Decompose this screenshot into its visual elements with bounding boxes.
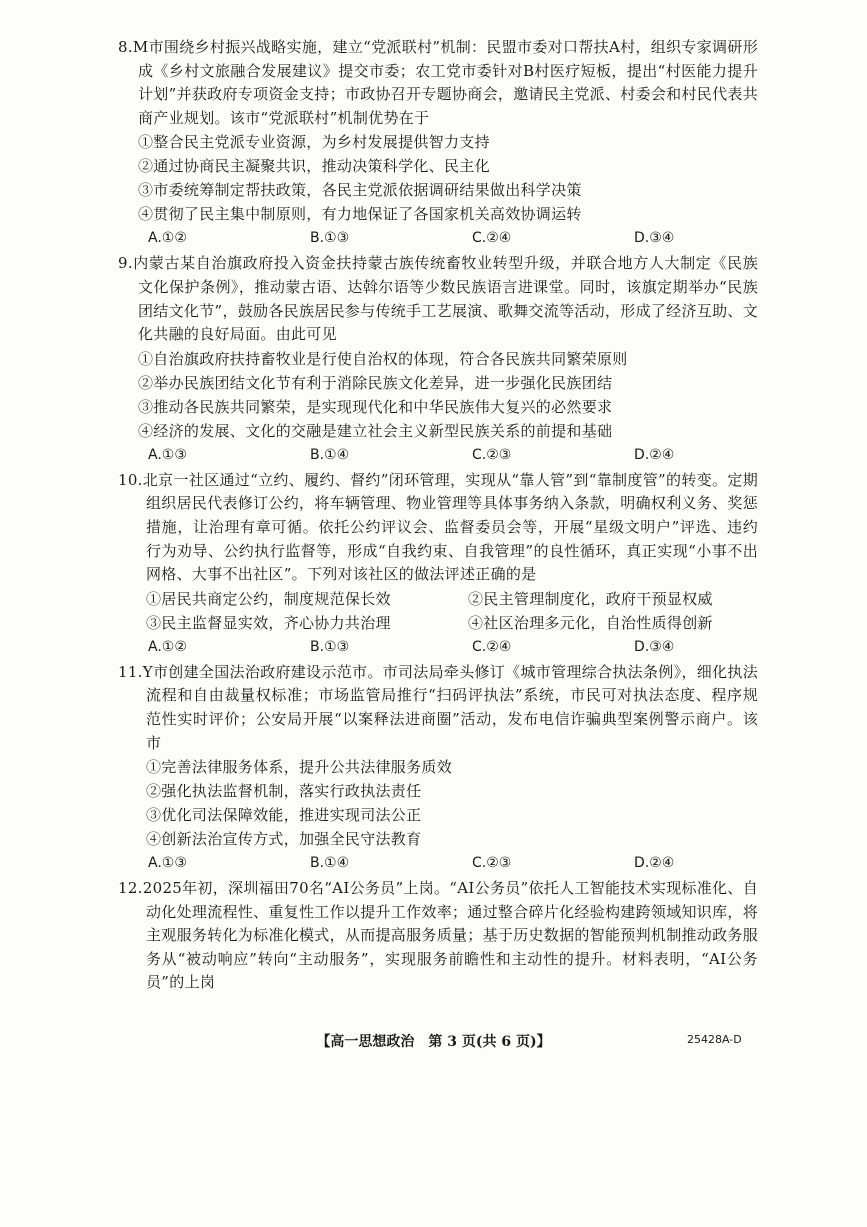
option-a[interactable]: A.①② xyxy=(148,638,187,655)
statement: ④社区治理多元化，自治性质得创新 xyxy=(468,613,713,632)
question-stem: 8.M市围绕乡村振兴战略实施，建立“党派联村”机制：民盟市委对口帮扶A村，组织专家调研形成《乡村文旅融合发展建议》提交市委；农工党市委针对B村医疗短板，提出“村医能力提升计划”并获政府专项资金支持；市政协召开专题协商会，邀请民主党派、村委会和村民代表共商产业规划。该市“党派联村”机制优势在于 xyxy=(118,38,758,127)
option-b[interactable]: B.①④ xyxy=(310,855,350,872)
answer-options xyxy=(118,443,758,467)
question-stem: 10.北京一社区通过“立约、履约、督约”闭环管理，实现从“靠人管”到“靠制度管”的转变。定期组织居民代表修订公约，将车辆管理、物业管理等具体事务纳入条款，明确权利义务、奖惩措施，让治理有章可循。依托公约评议会、监督委员会等，开展“星级文明户”评选、违约行为劝导、公约执行监督等，形成“自我约束、自我管理”的良性循环，真正实现“小事不出网格、大事不出社区”。下列对该社区的做法评述正确的是 xyxy=(118,470,759,584)
statement: ④经济的发展、文化的交融是建立社会主义新型民族关系的前提和基础 xyxy=(138,421,613,440)
statement: ②举办民族团结文化节有利于消除民族文化差异，进一步强化民族团结 xyxy=(138,373,613,392)
question-9 xyxy=(118,252,758,466)
statement: ③民主监督显实效，齐心协力共治理 xyxy=(146,613,391,632)
statement: ③市委统筹制定帮扶政策，各民主党派依据调研结果做出科学决策 xyxy=(138,181,582,200)
option-b[interactable]: B.①③ xyxy=(310,230,350,247)
statement: ①整合民主党派专业资源，为乡村发展提供智力支持 xyxy=(138,133,490,152)
option-a[interactable]: A.①② xyxy=(148,230,187,247)
option-c[interactable]: C.②④ xyxy=(472,230,512,247)
option-d[interactable]: D.②④ xyxy=(634,446,675,463)
answer-options xyxy=(118,635,758,659)
question-10 xyxy=(118,469,758,659)
statement-grid xyxy=(118,587,758,635)
option-a[interactable]: A.①③ xyxy=(148,446,187,463)
statement: ①完善法律服务体系，提升公共法律服务质效 xyxy=(146,758,453,777)
question-11 xyxy=(118,661,758,875)
statement: ④贯彻了民主集中制原则，有力地保证了各国家机关高效协调运转 xyxy=(138,205,582,224)
question-12 xyxy=(118,877,758,995)
statement: ③优化司法保障效能，推进实现司法公正 xyxy=(146,806,422,825)
statement: ②通过协商民主凝聚共识，推动决策科学化、民主化 xyxy=(138,157,490,176)
answer-options xyxy=(118,851,758,875)
question-stem: 9.内蒙古某自治旗政府投入资金扶持蒙古族传统畜牧业转型升级，并联合地方人大制定《民族文化保护条例》，推动蒙古语、达斡尔语等少数民族语言进课堂。同时，该旗定期举办“民族团结文化节”，鼓励各民族居民参与传统手工艺展演、歌舞交流等活动，形成了经济互助、文化共融的良好局面。由此可见 xyxy=(118,254,758,344)
option-c[interactable]: C.②③ xyxy=(472,855,512,872)
option-c[interactable]: C.②④ xyxy=(472,638,512,655)
statement: ②强化执法监督机制，落实行政执法责任 xyxy=(146,782,422,801)
statement: ①自治旗政府扶持畜牧业是行使自治权的体现，符合各民族共同繁荣原则 xyxy=(138,349,628,368)
statement: ①居民共商定公约，制度规范保长效 xyxy=(146,589,391,608)
statement: ③推动各民族共同繁荣，是实现现代化和中华民族伟大复兴的必然要求 xyxy=(138,397,613,416)
statement: ②民主管理制度化，政府干预显权威 xyxy=(468,589,713,608)
option-d[interactable]: D.②④ xyxy=(634,855,675,872)
question-stem: 12.2025年初，深圳福田70名“AI公务员”上岗。“AI公务员”依托人工智能技术实现标准化、自动化处理流程性、重复性工作以提升工作效率；通过整合碎片化经验构建跨领域知识库，将主观服务转化为标准化模式，从而提高服务质量；基于历史数据的智能预判机制推动政务服务从“被动响应”转向“主动服务”，实现服务前瞻性和主动性的提升。材料表明，“AI公务员”的上岗 xyxy=(118,879,759,992)
answer-options xyxy=(118,226,758,250)
option-a[interactable]: A.①③ xyxy=(148,855,187,872)
paper-code: 25428A-D xyxy=(687,1033,742,1046)
option-b[interactable]: B.①④ xyxy=(310,446,350,463)
statement: ④创新法治宣传方式，加强全民守法教育 xyxy=(146,830,422,849)
question-stem: 11.Y市创建全国法治政府建设示范市。市司法局牵头修订《城市管理综合执法条例》，细化执法流程和自由裁量权标准；市场监管局推行“扫码评执法”系统，市民可对执法态度、程序规范性实时评价；公安局开展“以案释法进商圈”活动，发布电信诈骗典型案例警示商户。该市 xyxy=(118,662,758,752)
option-d[interactable]: D.③④ xyxy=(634,230,675,247)
option-b[interactable]: B.①③ xyxy=(310,638,350,655)
question-list xyxy=(118,36,758,995)
question-8 xyxy=(118,36,758,250)
page-footer: 【高一思想政治 第 3 页(共 6 页)】 xyxy=(316,1034,551,1050)
option-d[interactable]: D.③④ xyxy=(634,638,675,655)
option-c[interactable]: C.②③ xyxy=(472,446,512,463)
